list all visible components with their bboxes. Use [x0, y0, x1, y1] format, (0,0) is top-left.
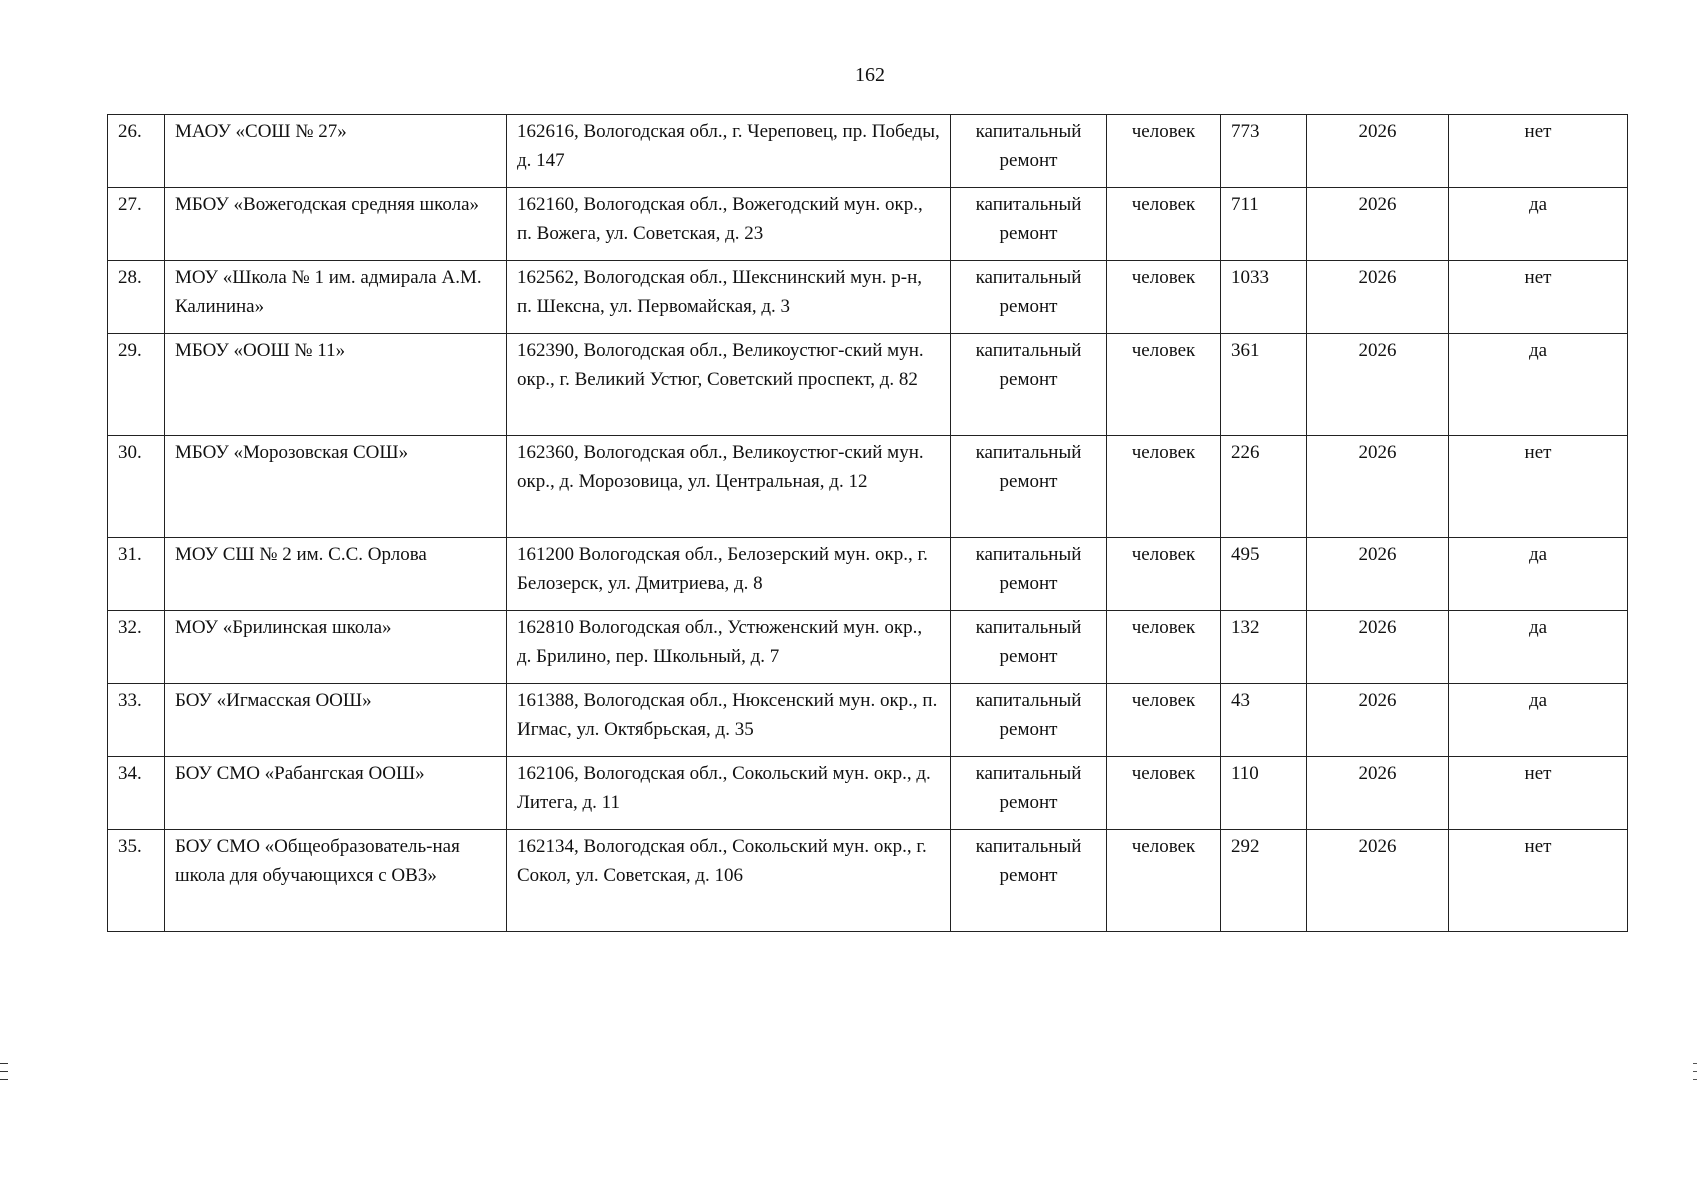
flag: нет	[1449, 436, 1628, 538]
institution-name: МБОУ «Морозовская СОШ»	[165, 436, 507, 538]
work-type: капитальный ремонт	[951, 830, 1107, 932]
table-row	[108, 334, 1628, 436]
page-number: 162	[855, 64, 885, 86]
work-type: капитальный ремонт	[951, 538, 1107, 611]
quantity: 132	[1221, 611, 1307, 684]
quantity: 495	[1221, 538, 1307, 611]
work-type: капитальный ремонт	[951, 188, 1107, 261]
flag: нет	[1449, 115, 1628, 188]
institution-name: БОУ СМО «Рабангская ООШ»	[165, 757, 507, 830]
table-row	[108, 757, 1628, 830]
unit: человек	[1107, 436, 1221, 538]
unit: человек	[1107, 757, 1221, 830]
table-row	[108, 830, 1628, 932]
institution-name: МОУ «Брилинская школа»	[165, 611, 507, 684]
unit: человек	[1107, 188, 1221, 261]
unit: человек	[1107, 830, 1221, 932]
row-number: 26.	[108, 115, 165, 188]
quantity: 711	[1221, 188, 1307, 261]
quantity: 43	[1221, 684, 1307, 757]
year: 2026	[1307, 757, 1449, 830]
row-number: 31.	[108, 538, 165, 611]
institution-name: МОУ СШ № 2 им. С.С. Орлова	[165, 538, 507, 611]
year: 2026	[1307, 830, 1449, 932]
table-row	[108, 538, 1628, 611]
table-row	[108, 684, 1628, 757]
unit: человек	[1107, 611, 1221, 684]
work-type: капитальный ремонт	[951, 115, 1107, 188]
institution-address: 161388, Вологодская обл., Нюксенский мун. окр., п. Игмас, ул. Октябрьская, д. 35	[507, 684, 951, 757]
institution-address: 162134, Вологодская обл., Сокольский мун. окр., г. Сокол, ул. Советская, д. 106	[507, 830, 951, 932]
flag: нет	[1449, 757, 1628, 830]
institution-address: 162390, Вологодская обл., Великоустюг-ский мун. окр., г. Великий Устюг, Советский проспект, д. 82	[507, 334, 951, 436]
work-type: капитальный ремонт	[951, 611, 1107, 684]
flag: да	[1449, 188, 1628, 261]
institution-name: МБОУ «Вожегодская средняя школа»	[165, 188, 507, 261]
year: 2026	[1307, 436, 1449, 538]
unit: человек	[1107, 261, 1221, 334]
work-type: капитальный ремонт	[951, 334, 1107, 436]
table-row	[108, 261, 1628, 334]
institution-address: 162616, Вологодская обл., г. Череповец, пр. Победы, д. 147	[507, 115, 951, 188]
institution-address: 162810 Вологодская обл., Устюженский мун. окр., д. Брилино, пер. Школьный, д. 7	[507, 611, 951, 684]
table-row	[108, 115, 1628, 188]
registry-table-container	[107, 114, 1627, 932]
flag: да	[1449, 684, 1628, 757]
flag: да	[1449, 538, 1628, 611]
quantity: 292	[1221, 830, 1307, 932]
unit: человек	[1107, 684, 1221, 757]
year: 2026	[1307, 188, 1449, 261]
flag: да	[1449, 334, 1628, 436]
row-number: 28.	[108, 261, 165, 334]
year: 2026	[1307, 334, 1449, 436]
row-number: 33.	[108, 684, 165, 757]
unit: человек	[1107, 334, 1221, 436]
row-number: 32.	[108, 611, 165, 684]
year: 2026	[1307, 611, 1449, 684]
scan-margin-marks-right	[1693, 1063, 1697, 1087]
flag: да	[1449, 611, 1628, 684]
flag: нет	[1449, 261, 1628, 334]
quantity: 773	[1221, 115, 1307, 188]
registry-table	[107, 114, 1628, 932]
row-number: 35.	[108, 830, 165, 932]
table-row	[108, 611, 1628, 684]
row-number: 30.	[108, 436, 165, 538]
year: 2026	[1307, 261, 1449, 334]
institution-address: 161200 Вологодская обл., Белозерский мун. окр., г. Белозерск, ул. Дмитриева, д. 8	[507, 538, 951, 611]
unit: человек	[1107, 115, 1221, 188]
row-number: 27.	[108, 188, 165, 261]
institution-name: МБОУ «ООШ № 11»	[165, 334, 507, 436]
work-type: капитальный ремонт	[951, 261, 1107, 334]
flag: нет	[1449, 830, 1628, 932]
row-number: 34.	[108, 757, 165, 830]
quantity: 361	[1221, 334, 1307, 436]
row-number: 29.	[108, 334, 165, 436]
institution-address: 162562, Вологодская обл., Шекснинский мун. р-н, п. Шексна, ул. Первомайская, д. 3	[507, 261, 951, 334]
table-row	[108, 188, 1628, 261]
quantity: 1033	[1221, 261, 1307, 334]
institution-address: 162360, Вологодская обл., Великоустюг-ский мун. окр., д. Морозовица, ул. Центральная, д. 12	[507, 436, 951, 538]
work-type: капитальный ремонт	[951, 757, 1107, 830]
unit: человек	[1107, 538, 1221, 611]
institution-name: БОУ «Игмасская ООШ»	[165, 684, 507, 757]
quantity: 226	[1221, 436, 1307, 538]
table-row	[108, 436, 1628, 538]
institution-address: 162160, Вологодская обл., Вожегодский мун. окр., п. Вожега, ул. Советская, д. 23	[507, 188, 951, 261]
work-type: капитальный ремонт	[951, 684, 1107, 757]
institution-address: 162106, Вологодская обл., Сокольский мун. окр., д. Литега, д. 11	[507, 757, 951, 830]
scan-margin-marks	[0, 1063, 8, 1087]
year: 2026	[1307, 538, 1449, 611]
institution-name: МОУ «Школа № 1 им. адмирала А.М. Калинина»	[165, 261, 507, 334]
quantity: 110	[1221, 757, 1307, 830]
institution-name: БОУ СМО «Общеобразователь-ная школа для обучающихся с ОВЗ»	[165, 830, 507, 932]
year: 2026	[1307, 684, 1449, 757]
work-type: капитальный ремонт	[951, 436, 1107, 538]
year: 2026	[1307, 115, 1449, 188]
institution-name: МАОУ «СОШ № 27»	[165, 115, 507, 188]
